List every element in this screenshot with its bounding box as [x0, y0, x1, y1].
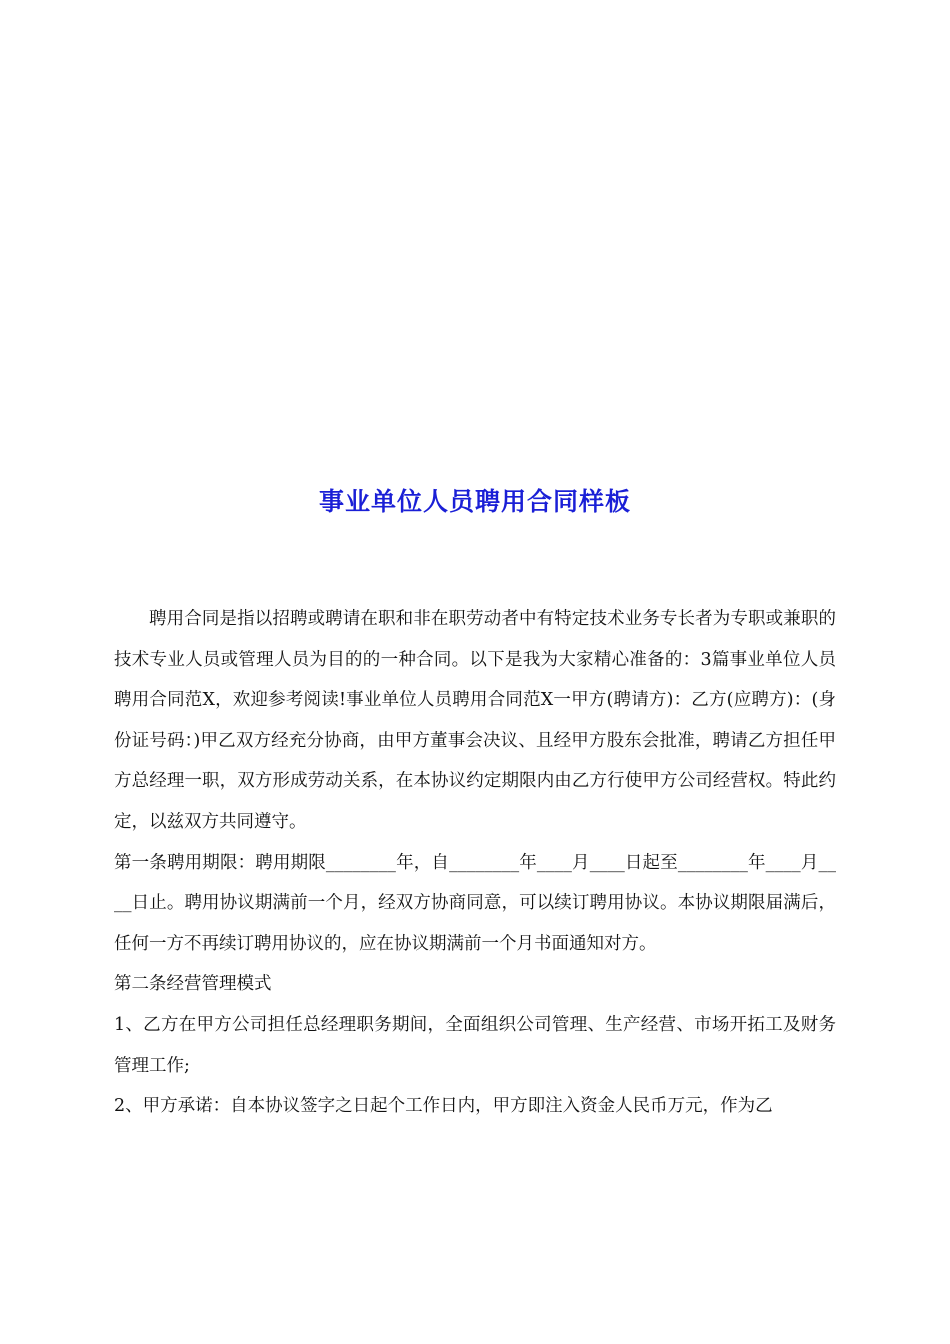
intro-paragraph: 聘用合同是指以招聘或聘请在职和非在职劳动者中有特定技术业务专长者为专职或兼职的技术专业人员或管理人员为目的的一种合同。以下是我为大家精心准备的：3篇事业单位人员聘用合同范X，欢迎参考阅读!事业单位人员聘用合同范X一甲方(聘请方)：乙方(应聘方)：(身份证号码：)甲乙双方经充分协商，由甲方董事会决议、且经甲方股东会批准，聘请乙方担任甲方总经理一职，双方形成劳动关系，在本协议约定期限内由乙方行使甲方公司经营权。特此约定，以兹双方共同遵守。 [114, 609, 836, 832]
article-1-paragraph: 第一条聘用期限：聘用期限________年，自________年____月____日起至________年____月____日止。聘用协议期满前一个月，经双方协商同意，可以续订聘用协议。本协议期限届满后，任何一方不再续订聘用协议的，应在协议期满前一个月书面通知对方。 [114, 852, 836, 954]
article-2-heading: 第二条经营管理模式 [114, 974, 272, 995]
clause-2-paragraph: 2、甲方承诺：自本协议签字之日起个工作日内，甲方即注入资金人民币万元，作为乙 [114, 1096, 773, 1117]
document-title: 事业单位人员聘用合同样板 [318, 487, 631, 516]
document-body [114, 599, 836, 1127]
clause-1-paragraph: 1、乙方在甲方公司担任总经理职务期间，全面组织公司管理、生产经营、市场开拓工及财务管理工作; [114, 1014, 836, 1076]
